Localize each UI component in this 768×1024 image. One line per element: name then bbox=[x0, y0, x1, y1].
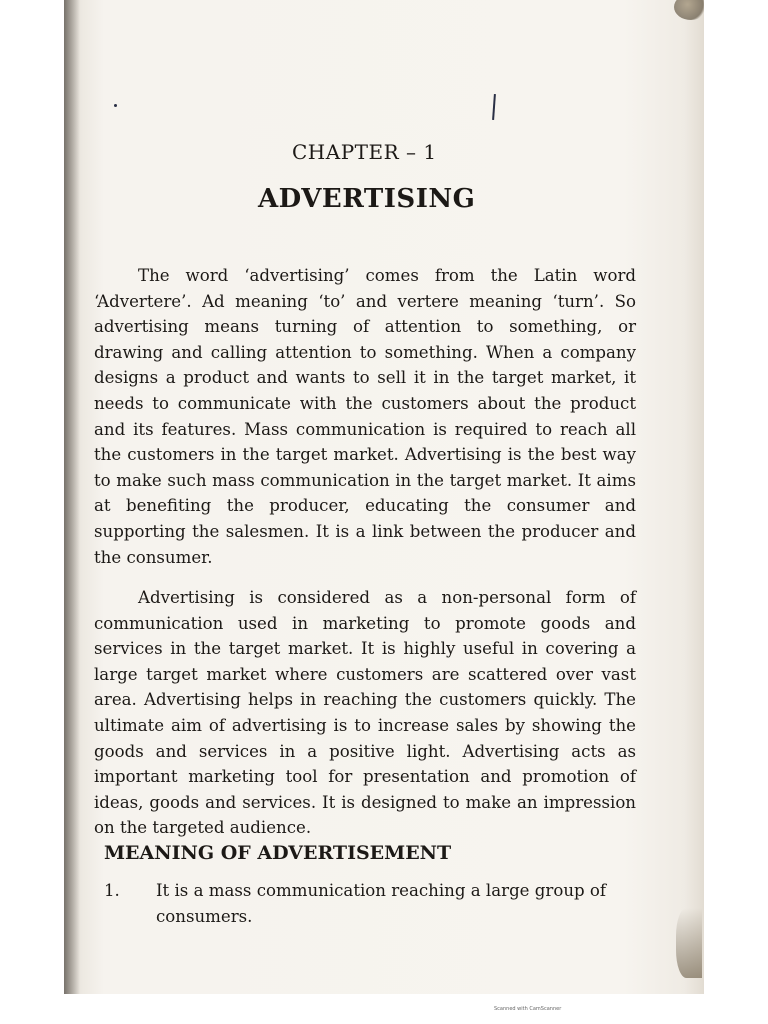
scanner-watermark: Scanned with CamScanner bbox=[494, 1006, 562, 1012]
list-item-text: It is a mass communication reaching a large group of consumers. bbox=[156, 881, 607, 926]
chapter-label: CHAPTER – 1 bbox=[292, 140, 437, 164]
section-heading: MEANING OF ADVERTISEMENT bbox=[104, 842, 452, 864]
page-binding-shadow bbox=[64, 0, 80, 994]
scanned-page bbox=[64, 0, 704, 994]
pen-stroke-mark bbox=[492, 94, 496, 120]
dot-mark bbox=[114, 104, 117, 107]
page-edge-stain bbox=[676, 908, 702, 978]
page-corner-stain bbox=[674, 0, 704, 20]
paragraph-2: Advertising is considered as a non-personal form of communication used in marketing to promote goods and services in the target market. It is highly useful in covering a large target market where customers are scattered over vast area. Advertising helps in reaching the customers quickly. The ultimate aim of advertising is to increase sales by showing the goods and services in a positive light. Advertising acts as important marketing tool for presentation and promotion of ideas, goods and services. It is designed to make an impression on the targeted audience. bbox=[94, 588, 636, 838]
paragraph-1: The word ‘advertising’ comes from the Latin word ‘Advertere’. Ad meaning ‘to’ and vertere meaning ‘turn’. So advertising means turning of attention to something, or drawing and calling attention to something. When a company designs a product and wants to sell it in the target market, it needs to communicate with the customers about the product and its features. Mass communication is required to reach all the customers in the target market. Advertising is the best way to make such mass communication in the target market. It aims at benefiting the producer, educating the consumer and supporting the salesmen. It is a link between the producer and the consumer. bbox=[94, 266, 636, 567]
list-item-number: 1. bbox=[104, 881, 120, 900]
list-item bbox=[104, 878, 644, 929]
chapter-title: ADVERTISING bbox=[258, 184, 476, 214]
